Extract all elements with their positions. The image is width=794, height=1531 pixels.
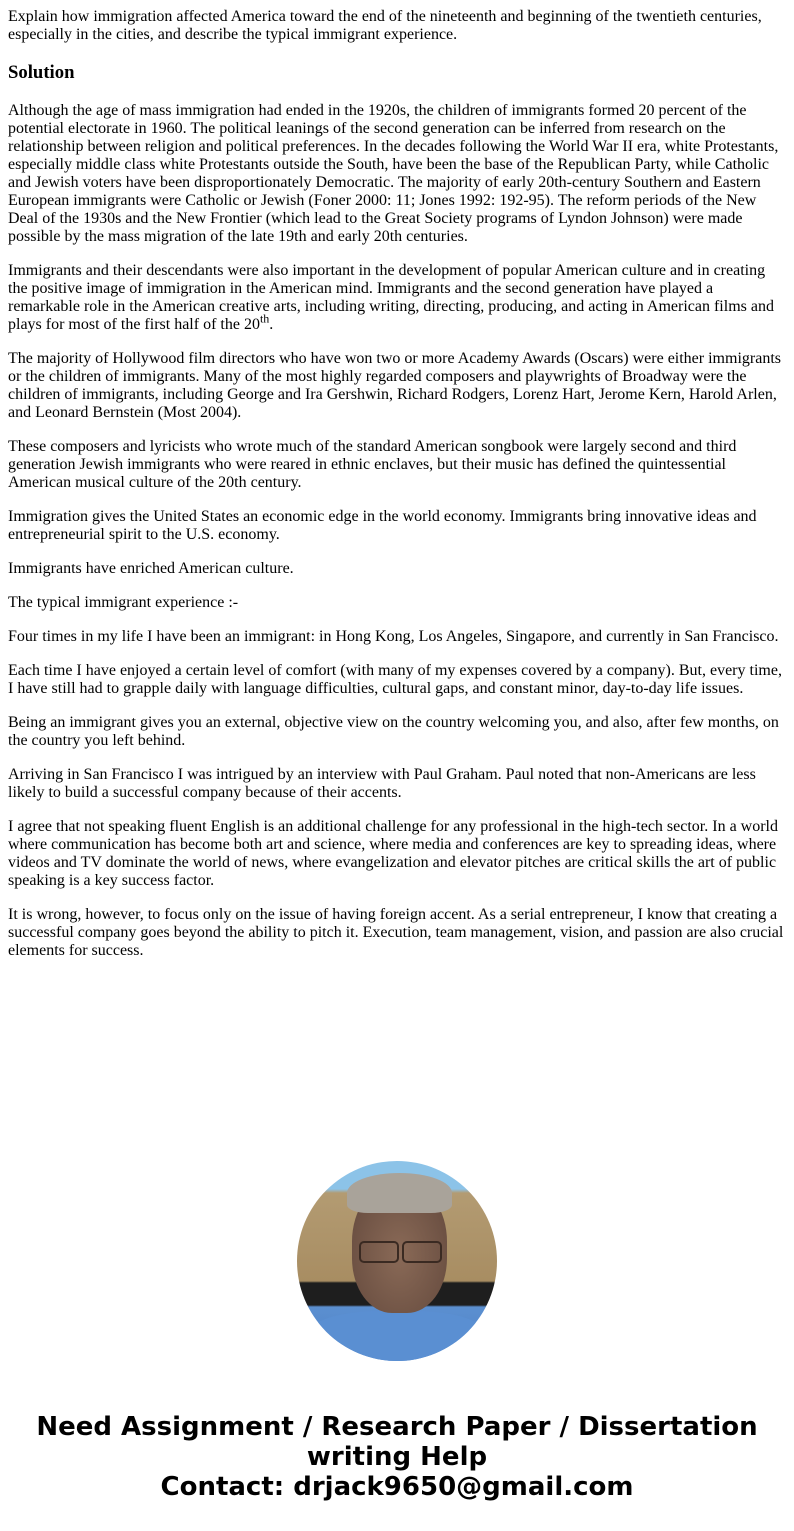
photo-shirt	[307, 1311, 487, 1361]
paragraph: I agree that not speaking fluent English is an additional challenge for any professional in the high-tech sector. In a world where communication has become both art and science, where media and conferences are key to spreading ideas, where videos and TV dominate the world of news, where evangelization and elevator pitches are critical skills the art of public speaking is a key success factor.	[8, 818, 778, 889]
banner-line: writing Help	[306, 1442, 488, 1472]
banner-line: Need Assignment / Research Paper / Dissertation	[36, 1412, 758, 1442]
contact-email: Contact: drjack9650@gmail.com	[160, 1472, 634, 1502]
paragraph: The typical immigrant experience :-	[8, 594, 239, 611]
contact-banner	[0, 1412, 794, 1502]
paragraph: Immigration gives the United States an economic edge in the world economy. Immigrants bring innovative ideas and entrepreneurial spirit to the U.S. economy.	[8, 508, 757, 543]
paragraph-end: .	[269, 316, 274, 333]
solution-heading: Solution	[8, 62, 75, 83]
paragraph: These composers and lyricists who wrote much of the standard American songbook were largely second and third generation Jewish immigrants who were reared in ethnic enclaves, but their music has defined the quintessential American musical culture of the 20th century.	[8, 438, 737, 491]
paragraph: Being an immigrant gives you an external, objective view on the country welcoming you, and also, after few months, on the country you left behind.	[8, 714, 779, 749]
superscript: th	[259, 311, 270, 326]
paragraph: It is wrong, however, to focus only on the issue of having foreign accent. As a serial entrepreneur, I know that creating a successful company goes beyond the ability to pitch it. Execution, team management, vision, and passion are also crucial elements for success.	[8, 906, 784, 959]
paragraph-text: Immigrants and their descendants were also important in the development of popular American culture and in creating the positive image of immigration in the American mind. Immigrants and the second generation have played a remarkable role in the American creative arts, including writing, directing, producing, and acting in American films and plays for most of the first half of the 20	[8, 262, 774, 333]
photo-glasses	[357, 1241, 442, 1261]
document-body	[0, 8, 794, 960]
photo-hair	[347, 1173, 452, 1213]
paragraph: Although the age of mass immigration had ended in the 1920s, the children of immigrants formed 20 percent of the potential electorate in 1960. The political leanings of the second generation can be inferred from research on the relationship between religion and political preferences. In the decades following the World War II era, white Protestants, especially middle class white Protestants outside the South, have been the base of the Republican Party, while Catholic and Jewish voters have been disproportionately Democratic. The majority of early 20th-century Southern and Eastern European immigrants were Catholic or Jewish (Foner 2000: 11; Jones 1992: 192-95). The reform periods of the New Deal of the 1930s and the New Frontier (which lead to the Great Society programs of Lyndon Johnson) were made possible by the mass migration of the late 19th and early 20th centuries.	[8, 102, 779, 245]
question-text: Explain how immigration affected America toward the end of the nineteenth and beginning of the twentieth centuries, especially in the cities, and describe the typical immigrant experience.	[8, 8, 762, 43]
paragraph	[8, 262, 786, 334]
paragraph: Immigrants have enriched American culture.	[8, 560, 294, 577]
author-photo	[297, 1161, 497, 1361]
paragraph: Four times in my life I have been an immigrant: in Hong Kong, Los Angeles, Singapore, and currently in San Francisco.	[8, 628, 779, 645]
paragraph: Arriving in San Francisco I was intrigued by an interview with Paul Graham. Paul noted that non-Americans are less likely to build a successful company because of their accents.	[8, 766, 756, 801]
paragraph: Each time I have enjoyed a certain level of comfort (with many of my expenses covered by a company). But, every time, I have still had to grapple daily with language difficulties, cultural gaps, and constant minor, day-to-day life issues.	[8, 662, 782, 697]
paragraph: The majority of Hollywood film directors who have won two or more Academy Awards (Oscars) were either immigrants or the children of immigrants. Many of the most highly regarded composers and playwrights of Broadway were the children of immigrants, including George and Ira Gershwin, Richard Rodgers, Lorenz Hart, Jerome Kern, Harold Arlen, and Leonard Bernstein (Most 2004).	[8, 350, 781, 421]
